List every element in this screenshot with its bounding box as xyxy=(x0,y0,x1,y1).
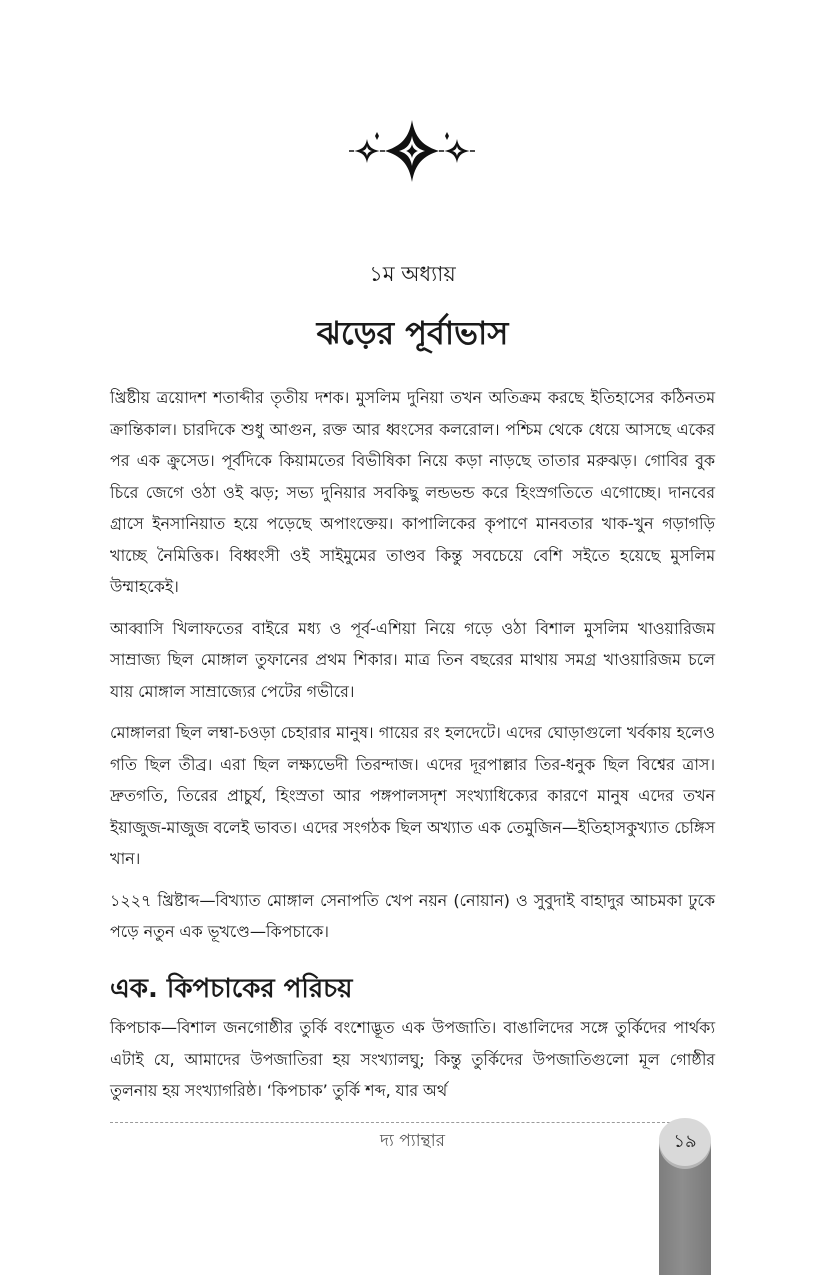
chapter-label: ১ম অধ্যায় xyxy=(369,262,456,286)
star-ornament-icon xyxy=(347,118,477,184)
running-footer-title: দ্য প্যান্থার xyxy=(380,1131,445,1151)
section-heading: এক. কিপচাকের পরিচয় xyxy=(110,974,353,1004)
footer-divider xyxy=(110,1122,670,1123)
section-paragraph: কিপচাক—বিশাল জনগোষ্ঠীর তুর্কি বংশোদ্ভূত এক উপজাতি। বাঙালিদের সঙ্গে তুর্কিদের পার্থক্য এটাই যে, আমাদের উপজাতিরা হয় সংখ্যালঘু; কিন্তু তুর্কিদের উপজাতিগুলো মূল গোষ্ঠীর তুলনায় হয় সংখ্যাগরিষ্ঠ। ‘কিপচাক’ তুর্কি শব্দ, যার অর্থ xyxy=(110,1018,715,1100)
section-body xyxy=(110,1012,715,1117)
chapter-title: ঝড়ের পূর্বাভাস xyxy=(316,314,509,352)
paragraph-4: ১২২৭ খ্রিষ্টাব্দ—বিখ্যাত মোঙ্গাল সেনাপতি খেপ নয়ন (নোয়ান) ও সুবুদাই বাহাদুর আচমকা ঢুকে পড়ে নতুন এক ভূখণ্ডে—কিপচাকে। xyxy=(110,890,715,941)
paragraph-2: আব্বাসি খিলাফতের বাইরে মধ্য ও পূর্ব-এশিয়া নিয়ে গড়ে ওঠা বিশাল মুসলিম খাওয়ারিজম সাম্রাজ্য ছিল মোঙ্গাল তুফানের প্রথম শিকার। মাত্র তিন বছরের মাথায় সমগ্র খাওয়ারিজম চলে যায় মোঙ্গাল সাম্রাজ্যের পেটের গভীরে। xyxy=(110,618,715,701)
page-number: ১৯ xyxy=(659,1118,711,1166)
paragraph-3: মোঙ্গালরা ছিল লম্বা-চওড়া চেহারার মানুষ। গায়ের রং হলদেটে। এদের ঘোড়াগুলো খর্বকায় হলেও গতি ছিল তীব্র। এরা ছিল লক্ষ্যভেদী তিরন্দাজ। এদের দূরপাল্লার তির-ধনুক ছিল বিশ্বের ত্রাস। দ্রুতগতি, তিরের প্রাচুর্য, হিংস্রতা আর পঙ্গপালসদৃশ সংখ্যাধিক্যের কারণে মানুষ এদের তখন ইয়াজুজ-মাজুজ বলেই ভাবত। এদের সংগঠক ছিল অখ্যাত এক তেমুজিন—ইতিহাসকুখ্যাত চেঙ্গিস খান। xyxy=(110,723,715,868)
paragraph-1: খ্রিষ্টীয় ত্রয়োদশ শতাব্দীর তৃতীয় দশক। মুসলিম দুনিয়া তখন অতিক্রম করছে ইতিহাসের কঠিনতম ক্রান্তিকাল। চারদিকে শুধু আগুন, রক্ত আর ধ্বংসের কলরোল। পশ্চিম থেকে ধেয়ে আসছে একের পর এক ক্রুসেড। পূর্বদিকে কিয়ামতের বিভীষিকা নিয়ে কড়া নাড়ছে তাতার মরুঝড়। গোবির বুক চিরে জেগে ওঠা ওই ঝড়; সভ্য দুনিয়ার সবকিছু লন্ডভন্ড করে হিংস্রগতিতে এগোচ্ছে। দানবের গ্রাসে ইনসানিয়াত হয়ে পড়েছে অপাংক্তেয়। কাপালিকের কৃপাণে মানবতার খাক-খুন গড়াগড়ি খাচ্ছে নৈমিত্তিক। বিধ্বংসী ওই সাইমুমের তাণ্ডব কিন্তু সবচেয়ে বেশি সইতে হয়েছে মুসলিম উম্মাহকেই। xyxy=(110,388,715,596)
chapter-body xyxy=(110,382,715,958)
